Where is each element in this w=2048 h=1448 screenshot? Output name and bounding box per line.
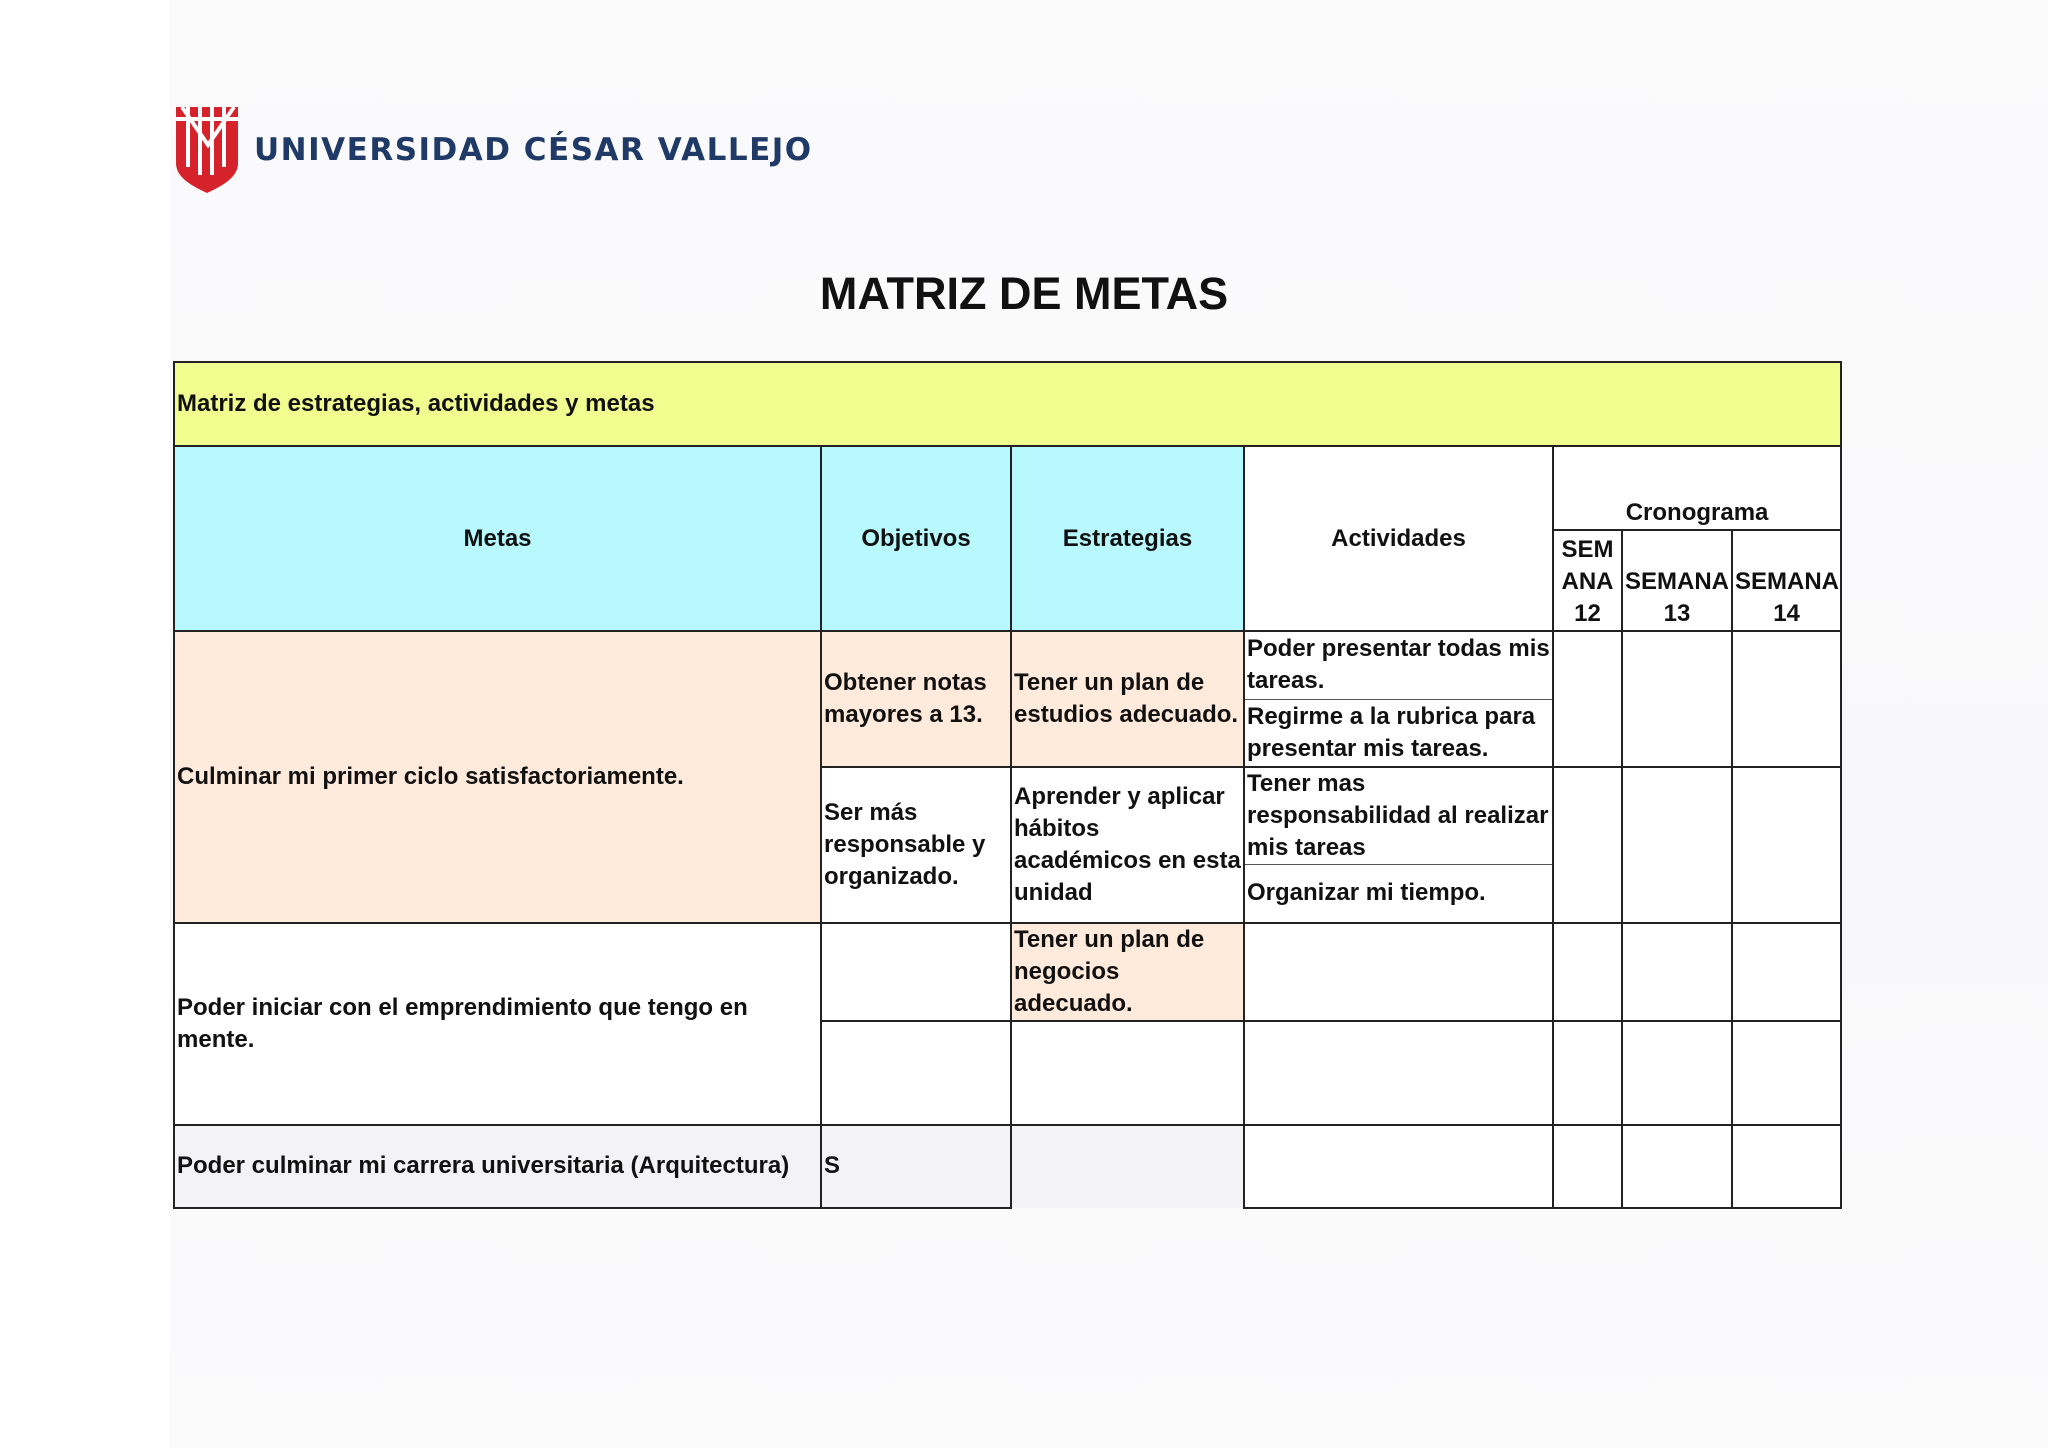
- actividad-cell: Poder presentar todas mis tareas.: [1244, 631, 1553, 699]
- university-name: UNIVERSIDAD CÉSAR VALLEJO: [254, 132, 813, 168]
- objetivo-cell: S: [821, 1125, 1011, 1208]
- header-objetivos: Objetivos: [821, 446, 1011, 631]
- header-cronograma: Cronograma: [1553, 446, 1841, 530]
- matrix-caption: Matriz de estrategias, actividades y metas: [174, 362, 1841, 446]
- header-metas: Metas: [174, 446, 821, 631]
- university-logo: [174, 104, 813, 196]
- estrategia-cell: Tener un plan de negocios adecuado.: [1011, 923, 1244, 1021]
- objetivo-cell: [821, 923, 1011, 1021]
- objetivo-cell: Obtener notas mayores a 13.: [821, 631, 1011, 767]
- schedule-cell: [1553, 1125, 1622, 1208]
- header-actividades: Actividades: [1244, 446, 1553, 631]
- schedule-cell: [1553, 631, 1622, 767]
- schedule-cell: [1732, 767, 1841, 923]
- schedule-cell: [1732, 1125, 1841, 1208]
- actividad-cell: [1244, 1125, 1553, 1208]
- header-week-14: SEMANA 14: [1732, 530, 1841, 631]
- actividad-cell: Tener mas responsabilidad al realizar mis tareas: [1244, 767, 1553, 865]
- schedule-cell: [1553, 1021, 1622, 1125]
- schedule-cell: [1622, 631, 1732, 767]
- header-week-12: SEMANA 12: [1553, 530, 1622, 631]
- estrategia-cell: Aprender y aplicar hábitos académicos en esta unidad: [1011, 767, 1244, 923]
- schedule-cell: [1622, 1125, 1732, 1208]
- schedule-cell: [1732, 923, 1841, 1021]
- schedule-cell: [1622, 767, 1732, 923]
- schedule-cell: [1732, 1021, 1841, 1125]
- estrategia-cell: [1011, 1021, 1244, 1125]
- page-title: MATRIZ DE METAS: [819, 268, 1229, 319]
- schedule-cell: [1553, 767, 1622, 923]
- header-week-13: SEMANA 13: [1622, 530, 1732, 631]
- shield-logo-icon: [174, 105, 240, 195]
- objetivo-cell: [821, 1021, 1011, 1125]
- meta-cell: Poder iniciar con el emprendimiento que tengo en mente.: [174, 923, 821, 1125]
- schedule-cell: [1622, 1021, 1732, 1125]
- schedule-cell: [1553, 923, 1622, 1021]
- actividad-cell: Regirme a la rubrica para presentar mis tareas.: [1244, 699, 1553, 767]
- actividad-cell: Organizar mi tiempo.: [1244, 865, 1553, 923]
- meta-cell: Culminar mi primer ciclo satisfactoriamente.: [174, 631, 821, 923]
- schedule-cell: [1622, 923, 1732, 1021]
- header-estrategias: Estrategias: [1011, 446, 1244, 631]
- schedule-cell: [1732, 631, 1841, 767]
- meta-cell: Poder culminar mi carrera universitaria (Arquitectura): [174, 1125, 821, 1208]
- actividad-cell: [1244, 923, 1553, 1021]
- estrategia-cell: Tener un plan de estudios adecuado.: [1011, 631, 1244, 767]
- estrategia-cell: [1011, 1125, 1244, 1208]
- objetivo-cell: Ser más responsable y organizado.: [821, 767, 1011, 923]
- goals-matrix: [173, 361, 1842, 1209]
- actividad-cell: [1244, 1021, 1553, 1125]
